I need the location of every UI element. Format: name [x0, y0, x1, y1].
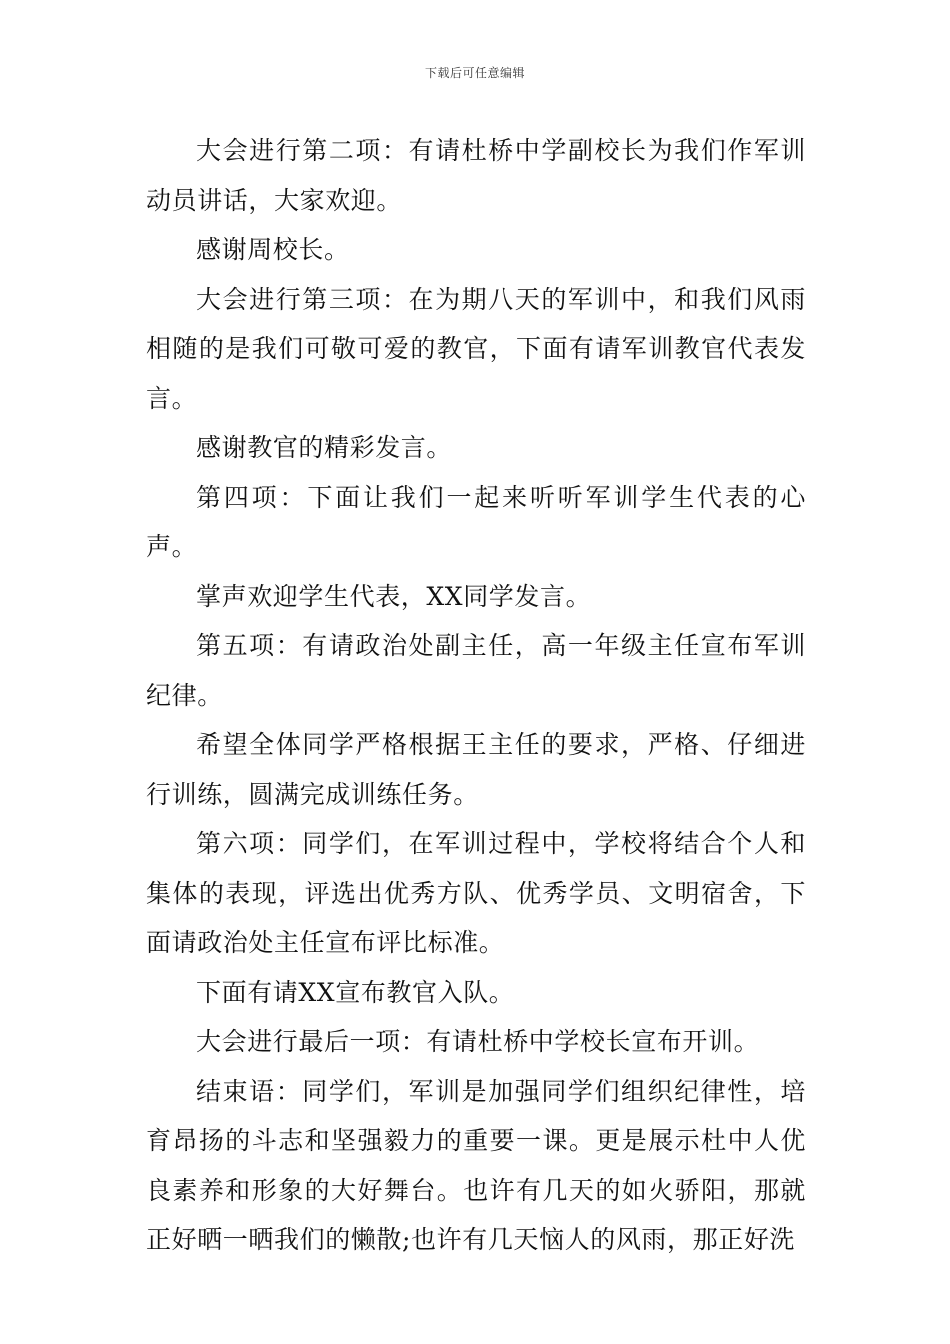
paragraph-item-3-instructor: 大会进行第三项：在为期八天的军训中，和我们风雨相随的是我们可敬可爱的教官，下面有请军训教官代表发言。: [146, 284, 806, 413]
page-header-note: 下载后可任意编辑: [424, 66, 525, 80]
paragraph-item-2-speech: 大会进行第二项：有请杜桥中学副校长为我们作军训动员讲话，大家欢迎。: [146, 136, 806, 215]
document-body: [146, 126, 806, 1265]
paragraph-item-6-awards: 第六项：同学们，在军训过程中，学校将结合个人和集体的表现，评选出优秀方队、优秀学员、文明宿舍，下面请政治处主任宣布评比标准。: [146, 829, 806, 957]
paragraph-item-4-student: 第四项：下面让我们一起来听听军训学生代表的心声。: [146, 482, 806, 561]
paragraph-final-item: 大会进行最后一项：有请杜桥中学校长宣布开训。: [196, 1027, 760, 1056]
paragraph-discipline-hope: 希望全体同学严格根据王主任的要求，严格、仔细进行训练，圆满完成训练任务。: [146, 730, 806, 809]
paragraph-item-5-discipline: 第五项：有请政治处副主任，高一年级主任宣布军训纪律。: [146, 631, 806, 710]
paragraph-closing-remarks: 结束语：同学们，军训是加强同学们组织纪律性，培育昂扬的斗志和坚强毅力的重要一课。更是展示杜中人优良素养和形象的大好舞台。也许有几天的如火骄阳，那就正好晒一晒我们的懒散;也许有几天恼人的风雨，那正好洗: [146, 1076, 806, 1254]
paragraph-student-welcome: 掌声欢迎学生代表，XX同学发言。: [196, 581, 592, 611]
paragraph-thanks-instructor: 感谢教官的精彩发言。: [196, 433, 453, 462]
paragraph-thanks-principal: 感谢周校长。: [196, 235, 350, 264]
paragraph-instructor-entry: 下面有请XX宣布教官入队。: [196, 977, 515, 1007]
